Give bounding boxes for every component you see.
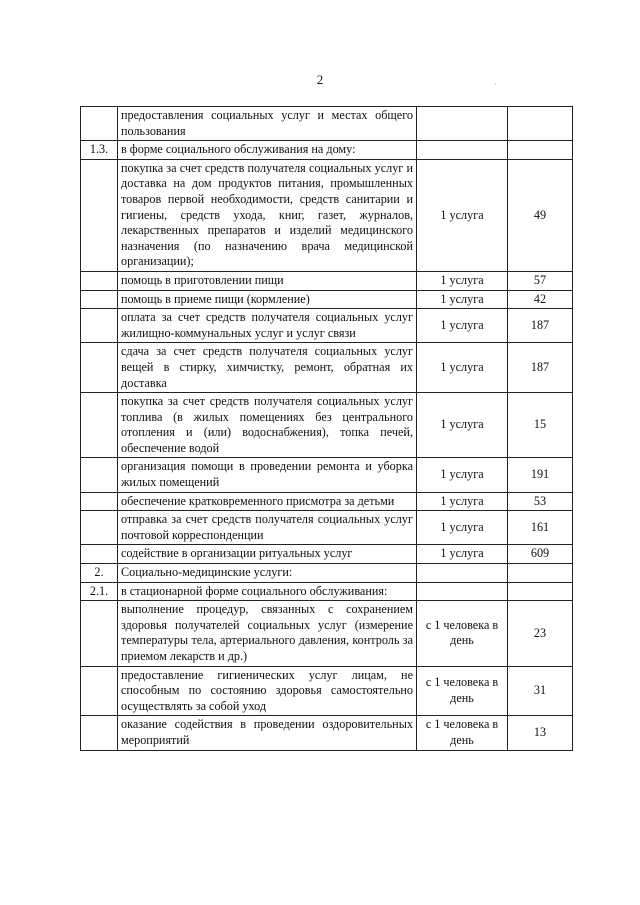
row-number-cell: [81, 511, 118, 545]
price-cell: 23: [508, 601, 573, 666]
unit-cell: 1 услуга: [417, 271, 508, 290]
price-cell: 53: [508, 492, 573, 511]
service-name-cell: в форме социального обслуживания на дому:: [118, 141, 417, 160]
service-name-cell: оплата за счет средств получателя социальных услуг жилищно-коммунальных услуг и услуг связи: [118, 309, 417, 343]
services-table-body: [81, 107, 573, 751]
unit-cell: 1 услуга: [417, 309, 508, 343]
unit-cell: 1 услуга: [417, 343, 508, 393]
table-row: [81, 107, 573, 141]
row-number-cell: [81, 716, 118, 750]
price-cell: 31: [508, 666, 573, 716]
unit-cell: [417, 107, 508, 141]
row-number-cell: 1.3.: [81, 141, 118, 160]
table-row: [81, 271, 573, 290]
row-number-cell: [81, 290, 118, 309]
price-cell: 187: [508, 309, 573, 343]
price-cell: [508, 141, 573, 160]
price-cell: 49: [508, 159, 573, 271]
table-row: [81, 601, 573, 666]
service-name-cell: сдача за счет средств получателя социальных услуг вещей в стирку, химчистку, ремонт, обратная их доставка: [118, 343, 417, 393]
unit-cell: [417, 564, 508, 583]
price-cell: 161: [508, 511, 573, 545]
scan-mark: ·: [494, 80, 497, 89]
table-row: [81, 716, 573, 750]
price-cell: [508, 107, 573, 141]
service-name-cell: оказание содействия в проведении оздоровительных мероприятий: [118, 716, 417, 750]
unit-cell: 1 услуга: [417, 492, 508, 511]
service-name-cell: в стационарной форме социального обслуживания:: [118, 582, 417, 601]
unit-cell: [417, 141, 508, 160]
row-number-cell: [81, 343, 118, 393]
table-row: [81, 511, 573, 545]
table-row: [81, 159, 573, 271]
table-row: [81, 492, 573, 511]
table-row: [81, 582, 573, 601]
table-row: [81, 666, 573, 716]
service-name-cell: обеспечение кратковременного присмотра за детьми: [118, 492, 417, 511]
table-row: [81, 393, 573, 458]
table-row: [81, 545, 573, 564]
row-number-cell: [81, 271, 118, 290]
price-cell: 191: [508, 458, 573, 492]
service-name-cell: содействие в организации ритуальных услуг: [118, 545, 417, 564]
price-cell: 57: [508, 271, 573, 290]
table-row: [81, 141, 573, 160]
unit-cell: 1 услуга: [417, 545, 508, 564]
table-row: [81, 564, 573, 583]
price-cell: 187: [508, 343, 573, 393]
row-number-cell: [81, 458, 118, 492]
page-number: 2: [316, 72, 324, 87]
unit-cell: 1 услуга: [417, 290, 508, 309]
unit-cell: 1 услуга: [417, 393, 508, 458]
row-number-cell: [81, 666, 118, 716]
service-name-cell: предоставление гигиенических услуг лицам, не способным по состоянию здоровья самостоятельно осуществлять за собой уход: [118, 666, 417, 716]
table-row: [81, 309, 573, 343]
service-name-cell: покупка за счет средств получателя социальных услуг и доставка на дом продуктов питания, промышленных товаров первой необходимости, средств санитарии и гигиены, средств ухода, книг, газет, журналов, лекарственных препаратов и изделий медицинского назначения (по назначению врача медицинской организации);: [118, 159, 417, 271]
row-number-cell: [81, 545, 118, 564]
unit-cell: с 1 человека в день: [417, 666, 508, 716]
service-name-cell: помощь в приготовлении пищи: [118, 271, 417, 290]
service-name-cell: отправка за счет средств получателя социальных услуг почтовой корреспонденции: [118, 511, 417, 545]
table-row: [81, 343, 573, 393]
price-cell: 15: [508, 393, 573, 458]
service-name-cell: организация помощи в проведении ремонта и уборка жилых помещений: [118, 458, 417, 492]
price-cell: 42: [508, 290, 573, 309]
row-number-cell: [81, 492, 118, 511]
price-cell: [508, 564, 573, 583]
row-number-cell: [81, 601, 118, 666]
services-table: [80, 106, 573, 751]
price-cell: 13: [508, 716, 573, 750]
unit-cell: 1 услуга: [417, 511, 508, 545]
unit-cell: 1 услуга: [417, 458, 508, 492]
unit-cell: [417, 582, 508, 601]
table-row: [81, 290, 573, 309]
unit-cell: с 1 человека в день: [417, 716, 508, 750]
price-cell: [508, 582, 573, 601]
service-name-cell: выполнение процедур, связанных с сохранением здоровья получателей социальных услуг (измерение температуры тела, артериального давления, контроль за приемом лекарств и др.): [118, 601, 417, 666]
service-name-cell: предоставления социальных услуг и местах общего пользования: [118, 107, 417, 141]
row-number-cell: [81, 159, 118, 271]
unit-cell: с 1 человека в день: [417, 601, 508, 666]
row-number-cell: [81, 107, 118, 141]
row-number-cell: 2.1.: [81, 582, 118, 601]
row-number-cell: 2.: [81, 564, 118, 583]
row-number-cell: [81, 309, 118, 343]
service-name-cell: Социально-медицинские услуги:: [118, 564, 417, 583]
service-name-cell: покупка за счет средств получателя социальных услуг топлива (в жилых помещениях без центрального отопления и (или) водоснабжения), топка печей, обеспечение водой: [118, 393, 417, 458]
service-name-cell: помощь в приеме пищи (кормление): [118, 290, 417, 309]
row-number-cell: [81, 393, 118, 458]
unit-cell: 1 услуга: [417, 159, 508, 271]
price-cell: 609: [508, 545, 573, 564]
table-row: [81, 458, 573, 492]
